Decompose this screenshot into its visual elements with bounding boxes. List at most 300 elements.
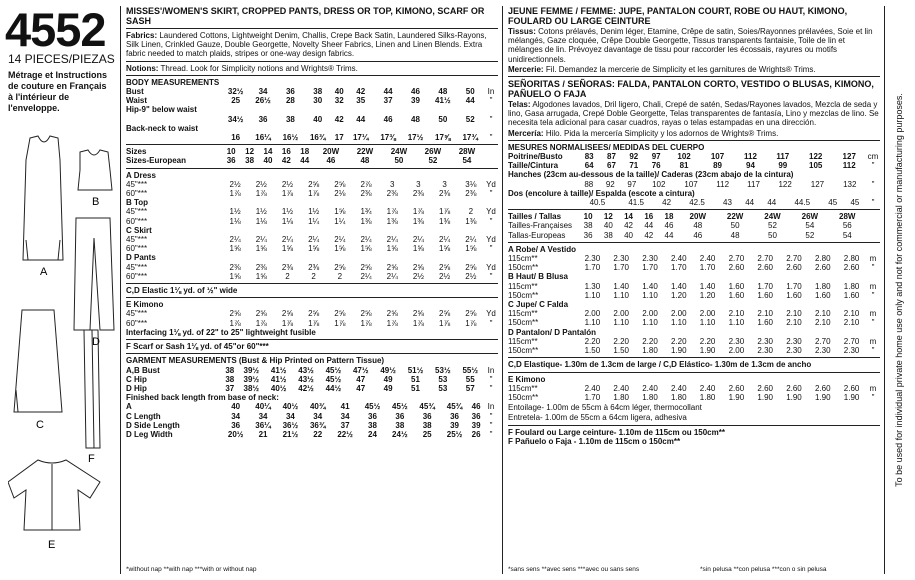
table-row (508, 282, 880, 291)
cell-value (304, 124, 331, 133)
finished-length-label: Finished back length from base of neck: (126, 393, 279, 403)
cell-value: 51 (411, 374, 420, 384)
cell-value: 38 (285, 114, 295, 124)
cell-value: 38 (225, 374, 235, 384)
unit-label: " (489, 216, 493, 226)
cell-value: 53½ (435, 365, 451, 375)
cell-value: 36 (368, 411, 377, 421)
table-row (126, 421, 498, 430)
cell-value: 40 (603, 221, 613, 231)
cell-value: 2⅝ (229, 309, 241, 319)
cell-value: 32 (334, 96, 344, 106)
cell-value: 2⅝ (360, 309, 372, 319)
cell-value: 16 (281, 147, 291, 157)
cell-value: 44 (644, 221, 654, 231)
cell-value (402, 124, 429, 133)
cell-value: 54 (842, 230, 852, 240)
cell-value: 2⅜ (308, 262, 320, 272)
cell-value: 24½ (392, 429, 408, 439)
cell-value: 1⅛ (229, 216, 241, 226)
cell-value: 1.80 (699, 392, 716, 402)
cell-value: 41½ (270, 365, 287, 375)
cell-value: 1⅛ (281, 216, 294, 226)
cell-value: 39½ (243, 365, 260, 375)
english-footnote: *without nap **with nap ***with or without nap (126, 566, 257, 573)
cell-value: 2.70 (843, 336, 860, 346)
cell-value: 1⅞ (412, 318, 424, 328)
table-row (126, 309, 498, 318)
garment-illustrations (8, 130, 118, 555)
cell-value: 1.10 (613, 290, 629, 300)
cell-value: 2.30 (642, 254, 658, 264)
cell-value: 2.60 (728, 383, 745, 393)
elastic-line: C,D Elastic 1⅛ yd. of ½" wide (126, 286, 238, 296)
cell-value: 35 (356, 96, 366, 106)
cell-value: 37 (383, 96, 393, 106)
section-label: A Robe/ A Vestido (508, 244, 577, 254)
cell-value: 1⅝ (334, 244, 346, 254)
section-label: D Pants (126, 253, 156, 263)
unit-label: " (489, 383, 493, 393)
cell-value: 1⅝ (255, 271, 267, 281)
cell-value: 2⅜ (229, 262, 241, 272)
cell-value: 46 (383, 114, 393, 124)
table-row (508, 254, 880, 263)
cell-value: 2.60 (728, 263, 745, 273)
unit-label: m (869, 383, 877, 393)
cell-value: 1⅞ (281, 189, 294, 199)
cell-value: 2⅜ (255, 262, 267, 272)
cell-value: 55 (465, 374, 475, 384)
row-label: Waist (126, 96, 148, 106)
cell-value: 30 (313, 96, 323, 106)
finished-length-table (126, 402, 498, 439)
mesures-table (508, 152, 880, 170)
cell-value: 49 (383, 383, 393, 393)
spanish-footnote: *sin pelusa **con pelusa ***con o sin pelusa (700, 566, 827, 573)
cell-value: 1⅞ (439, 318, 451, 328)
tissus-paragraph: Tissus: Cotons prélavés, Denim léger, Etamine, Crêpe de satin, Soies/Rayonnes prélavées, Soie et lin mélangés, Gaze cloquée, Crêpe Double Georgette, Tissus transparents fantaisie, Toile de lin et mélanges de lin. Prévoyez davantage de tissu pour raccorder les écossais, rayures ou motifs unidirectionnels. (508, 27, 873, 64)
cell-value: 2.60 (757, 383, 773, 393)
merceria-paragraph: Mercería: Hilo. Pida la mercería Simplicity y los adornos de Wrights® Trims. (508, 128, 779, 138)
english-column (126, 6, 498, 566)
table-row (126, 96, 498, 105)
usage-note-text: To be used for individual private home use only and not for commercial or manufacturing purposes. (894, 93, 904, 487)
unit-label: " (871, 263, 875, 273)
cell-value: 22W (726, 212, 744, 222)
cell-value: 2.00 (642, 309, 658, 319)
row-label: A (126, 402, 132, 412)
cell-value: 2½ (439, 271, 451, 281)
table-row (126, 180, 498, 189)
entoilage-line: Entoilage- 1.00m de 55cm à 64cm léger, thermocollant (508, 403, 702, 413)
section-row (508, 375, 880, 384)
cell-value: 28 (285, 96, 295, 106)
cell-value: 45½ (392, 402, 408, 412)
table-row (126, 87, 498, 96)
scarf-line: F Scarf or Sash 1⅛ yd. of 45"or 60"*** (126, 342, 269, 352)
cell-value: 117 (747, 179, 760, 189)
row-label (126, 133, 222, 142)
cell-value: 48 (730, 230, 740, 240)
cell-value: 40 (624, 230, 633, 240)
cell-value: 1⅞ (465, 318, 477, 328)
cell-value: 34 (258, 87, 268, 97)
cell-value: 36 (258, 114, 268, 124)
cell-value: 43½ (298, 374, 314, 384)
cell-value: 105 (809, 161, 823, 171)
cell-value: 39 (450, 420, 459, 430)
cell-value: 2.30 (613, 254, 629, 264)
unit-label: " (871, 392, 875, 402)
cell-value: 36 (226, 156, 236, 166)
notions-paragraph: Notions: Thread. Look for Simplicity notions and Wrights® Trims. (126, 63, 358, 73)
table-row (126, 402, 498, 411)
cell-value: 52 (428, 156, 438, 166)
table-row (508, 221, 880, 230)
cell-value: 25 (231, 96, 241, 106)
cell-value: 1.20 (699, 290, 716, 300)
unit-label (484, 124, 498, 133)
cell-value: 28W (458, 147, 476, 157)
cell-value: 45½ (325, 374, 342, 384)
table-row (126, 263, 498, 272)
cell-value: 1⅝ (255, 244, 267, 254)
cell-value: 50 (438, 114, 448, 124)
cell-value (249, 105, 276, 114)
cell-value: 24 (368, 429, 377, 439)
row-label: 45"*** (126, 235, 148, 245)
cell-value: 2.00 (699, 309, 716, 319)
cell-value: 47½ (352, 365, 369, 375)
kimono-metrage-table (508, 375, 880, 403)
cell-value: 2.20 (699, 336, 716, 346)
section-label: E Kimono (126, 300, 164, 310)
cell-value: 42 (356, 87, 366, 97)
cell-value: 38 (603, 230, 613, 240)
row-label: 115cm** (508, 309, 538, 319)
cell-value: 42 (644, 230, 654, 240)
skirt-c-drawing (14, 310, 62, 412)
cell-value (429, 124, 456, 133)
cell-value: 2⅝ (334, 309, 346, 319)
cell-value: 16¾ (309, 133, 326, 143)
cell-value: 1.80 (642, 346, 658, 356)
unit-label: " (871, 161, 875, 171)
row-label: C Length (126, 411, 161, 421)
cell-value: 97 (627, 179, 637, 189)
cell-value: 41½ (435, 96, 451, 106)
section-row (508, 245, 880, 254)
cell-value: 1⅝ (229, 271, 241, 281)
cell-value: 3 (442, 179, 447, 189)
cell-value: 53 (438, 383, 448, 393)
unit-label: " (489, 271, 493, 281)
cell-value: 1.40 (613, 281, 629, 291)
cell-value (222, 105, 249, 114)
cell-value: 64 (584, 161, 594, 171)
cell-value: 40 (263, 156, 273, 166)
cell-value: 25 (422, 429, 432, 439)
garment-measurements-table (126, 366, 498, 394)
cell-value: 2.60 (757, 263, 773, 273)
cell-value: 1.20 (671, 290, 687, 300)
cell-value: 1⅞ (281, 318, 294, 328)
cell-value: 50 (768, 230, 777, 240)
cell-value: 44½ (325, 383, 342, 393)
cell-value: 1⅞ (308, 318, 320, 328)
cell-value: 1⅛ (255, 216, 267, 226)
row-label (508, 198, 578, 207)
unit-label: " (489, 318, 493, 328)
cell-value (331, 124, 347, 133)
cell-value: 55½ (462, 365, 479, 375)
cell-value: 2⅜ (386, 189, 398, 199)
table-row (126, 235, 498, 244)
cell-value: 20½ (227, 429, 244, 439)
unit-label: In (487, 87, 495, 97)
cell-value: 38 (422, 420, 432, 430)
table-row (126, 272, 498, 281)
cell-value: 22½ (337, 429, 353, 439)
cell-value: 42 (662, 198, 672, 208)
row-label: Tailles / Tallas (508, 212, 562, 222)
cell-value: 45½ (325, 365, 342, 375)
row-label: Bust (126, 87, 144, 97)
row-label: 60"*** (126, 271, 148, 281)
row-label: Tallas-Europeas (508, 230, 566, 240)
cell-value: 1½ (281, 207, 294, 217)
table-row (126, 244, 498, 253)
metrage-table (508, 245, 880, 355)
table-row (508, 346, 880, 355)
row-label: 150cm** (508, 318, 539, 328)
section-label: A Dress (126, 170, 156, 180)
cell-value: 2.70 (786, 254, 802, 264)
cell-value: 42.5 (689, 198, 705, 208)
cell-value: 1.40 (642, 281, 658, 291)
cell-value: 2.60 (843, 383, 860, 393)
cell-value: 2.40 (613, 383, 629, 393)
unit-label: " (871, 290, 875, 300)
section-row (508, 300, 880, 309)
cell-value: 52 (465, 114, 475, 124)
cell-value: 1⅝ (412, 244, 424, 254)
cell-value: 45½ (364, 402, 381, 412)
cell-value: 44 (465, 96, 475, 106)
table-row (508, 337, 880, 346)
cell-value: 40 (313, 114, 323, 124)
cell-value: 1.70 (786, 281, 802, 291)
cell-value: 2¼ (229, 235, 241, 245)
unit-label: Yd (486, 309, 496, 319)
cell-value: 3 (389, 179, 395, 189)
cell-value: 1.90 (786, 392, 802, 402)
cell-value: 2¼ (281, 235, 294, 245)
cell-value: 1.80 (843, 281, 860, 291)
unit-label (866, 212, 880, 221)
vertical-usage-note (885, 10, 913, 570)
cell-value: 87 (607, 152, 616, 162)
section-label: C Jupe/ C Falda (508, 300, 569, 310)
cell-value (347, 105, 374, 114)
cell-value: 2.00 (728, 346, 745, 356)
cell-value: 2⅜ (281, 262, 294, 272)
cell-value: 1⅝ (281, 244, 294, 254)
row-label: 60"*** (126, 189, 148, 199)
row-label: Poitrine/Busto (508, 152, 563, 162)
cell-value: 36¾ (309, 420, 326, 430)
table-row (126, 156, 498, 165)
cell-value: 1⅞ (229, 189, 241, 199)
cell-value: 2 (311, 271, 316, 281)
cell-value: 1⅞ (439, 207, 451, 217)
table-row (126, 384, 498, 393)
figure-label-f: F (88, 453, 95, 465)
table-row (126, 366, 498, 375)
cell-value: 2.30 (786, 346, 802, 356)
cell-value: 2.00 (613, 309, 629, 319)
section-row (126, 253, 498, 262)
table-row (508, 231, 880, 240)
cell-value: 2⅞ (360, 179, 372, 189)
cell-value: 38 (583, 221, 593, 231)
cell-value: 26W (424, 147, 442, 157)
cell-value: 127 (842, 152, 856, 162)
cell-value: 17⅜ (380, 133, 396, 143)
cell-value: 16½ (282, 133, 299, 143)
cell-value: 17¾ (462, 133, 479, 143)
cell-value: 21 (258, 429, 268, 439)
cell-value: 2.30 (584, 254, 601, 264)
cell-value: 2.40 (584, 383, 601, 393)
cell-value: 38 (368, 420, 377, 430)
cell-value: 3 (416, 179, 421, 189)
cell-value: 2½ (255, 179, 267, 189)
panuelo-line: F Pañuelo o Faja - 1.10m de 115cm o 150cm** (508, 436, 681, 446)
cell-value: 2⅝ (465, 262, 477, 272)
table-row (126, 375, 498, 384)
cell-value: 1.60 (728, 281, 745, 291)
cell-value: 44 (664, 230, 674, 240)
cell-value: 1.80 (642, 392, 658, 402)
table-row (508, 309, 880, 318)
cell-value: 1.10 (584, 290, 601, 300)
cell-value: 122 (778, 179, 792, 189)
cell-value (402, 105, 429, 114)
tailles-table (508, 212, 880, 240)
cell-value: 42 (334, 114, 344, 124)
cell-value: 1.10 (584, 318, 601, 328)
cell-value: 1⅞ (255, 189, 267, 199)
row-label: Back-neck to waist (126, 123, 199, 133)
table-row (508, 212, 880, 221)
cell-value: 2.10 (843, 318, 860, 328)
cell-value: 2.40 (671, 254, 687, 264)
cell-value: 2⅝ (255, 309, 267, 319)
dress-a-drawing (23, 136, 63, 260)
cell-value: 1⅞ (386, 207, 398, 217)
cell-value: 50 (465, 87, 475, 97)
cell-value: 1.50 (584, 346, 601, 356)
cell-value: 12 (603, 212, 613, 222)
cell-value: 1⅞ (360, 318, 372, 328)
cell-value: 22W (356, 147, 374, 157)
cell-value: 107 (710, 152, 725, 162)
row-label: 150cm** (508, 263, 539, 273)
cell-value: 46 (411, 87, 420, 97)
cell-value: 1.70 (584, 392, 601, 402)
table-row (126, 115, 498, 124)
cell-value: 1.70 (613, 263, 629, 273)
cell-value (277, 105, 304, 114)
cell-value: 2.60 (786, 263, 802, 273)
cell-value: 2¼ (412, 235, 424, 245)
cell-value: 2¼ (334, 235, 346, 245)
cell-value: 107 (684, 179, 698, 189)
cell-value: 17⅝ (435, 133, 451, 143)
cell-value: 2¼ (308, 235, 320, 245)
cell-value: 83 (584, 152, 594, 162)
cell-value: 2¼ (465, 235, 477, 245)
cell-value: 3⅛ (465, 179, 477, 189)
cell-value: 36 (583, 230, 593, 240)
unit-label: " (489, 429, 493, 439)
cell-value: 2.20 (671, 336, 687, 346)
cell-value: 39 (471, 420, 481, 430)
cell-value: 81 (679, 161, 689, 171)
cell-value: 1⅜ (360, 216, 372, 226)
elastique-line: C,D Elastique- 1.30m de 1.3cm de large / C,D Elástico- 1.30m de 1.3cm de ancho (508, 360, 812, 370)
table-row (126, 412, 498, 421)
cell-value: 2.30 (757, 346, 773, 356)
pattern-number: 4552 (5, 3, 106, 56)
section-label: E Kimono (508, 374, 546, 384)
cell-value: 1⅜ (412, 216, 424, 226)
table-row (508, 198, 880, 207)
cell-value: 38 (225, 365, 235, 375)
telas-paragraph: Telas: Algodones lavados, Dril ligero, Chali, Crepé de satén, Sedas/Rayones lavados, Mezcla de seda y lino, Gasa arrugada, Crepé Doble Georgette, Telas transparentes de fantasía, Lino y mezclas de lino. Se necesita tela adicional para casar cuadros, rayas o telas estampadas en una dirección. (508, 100, 879, 128)
cell-value: 2⅜ (412, 189, 424, 199)
cell-value: 1.60 (728, 290, 745, 300)
unit-label (484, 105, 498, 114)
cell-value: 1.90 (671, 346, 687, 356)
cell-value: 1½ (229, 207, 241, 217)
cell-value: 2.30 (786, 336, 802, 346)
cell-value: 1.70 (671, 263, 687, 273)
cell-value: 34 (258, 411, 268, 421)
cell-value: 34½ (227, 114, 244, 124)
cell-value: 2.60 (786, 383, 802, 393)
cell-value: 2.80 (843, 254, 860, 264)
table-row (126, 319, 498, 328)
row-label: C Hip (126, 374, 147, 384)
spanish-title: SEÑORITAS / SEÑORAS: FALDA, PANTALON CORTO, VESTIDO O BLUSAS, KIMONO, PAÑUELO O FAJA (508, 79, 874, 100)
cell-value: 14 (263, 147, 273, 157)
cell-value: 24W (764, 212, 781, 222)
cell-value: 94 (746, 161, 755, 171)
cell-value: 44 (745, 198, 755, 208)
unit-label: " (871, 179, 875, 189)
cell-value: 2.10 (786, 309, 802, 319)
cell-value: 16 (231, 133, 241, 143)
cell-value: 36 (231, 420, 241, 430)
cell-value: 39 (411, 96, 420, 106)
section-row (508, 328, 880, 337)
cell-value: 46 (664, 221, 674, 231)
entretela-line: Entretela- 1.00m de 55cm a 64cm ligera, adhesiva (508, 413, 687, 423)
cell-value: 57 (465, 383, 475, 393)
